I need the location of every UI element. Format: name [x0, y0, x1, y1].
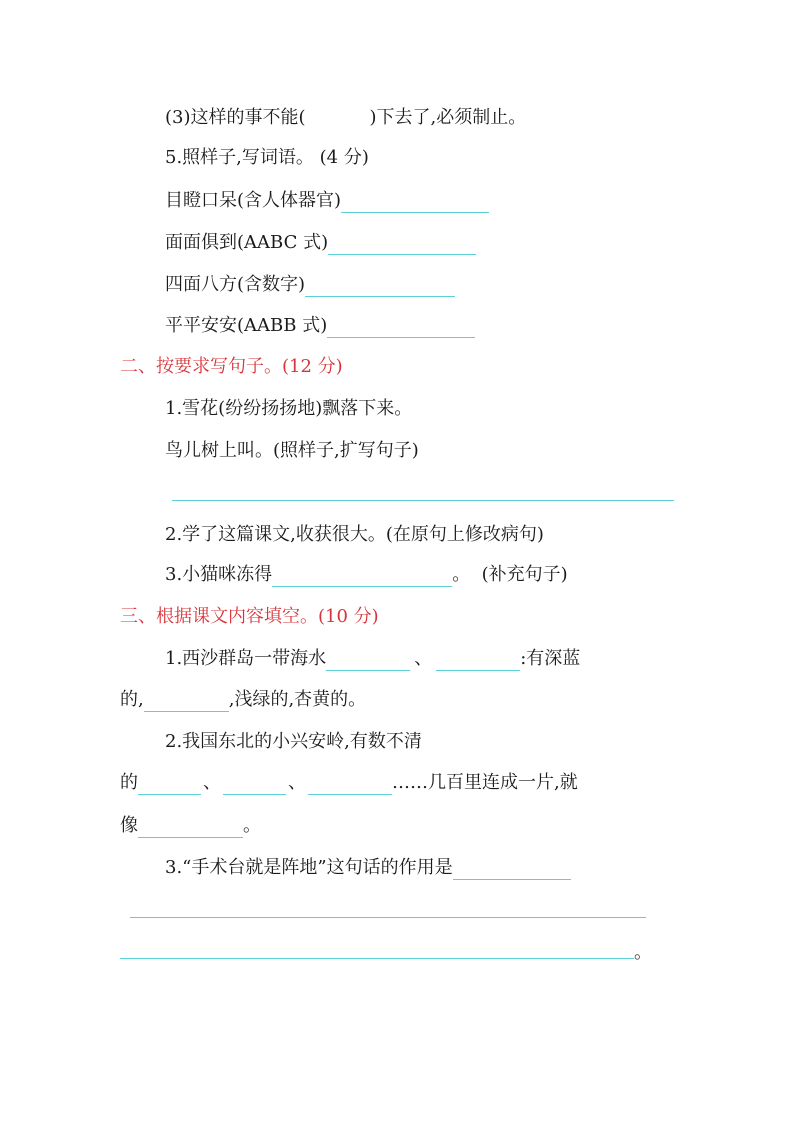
s3-q2-cont2 — [120, 814, 261, 838]
answer-blank[interactable] — [436, 650, 520, 671]
s2-q3 — [165, 563, 568, 587]
question-text: :有深蓝 — [520, 648, 581, 669]
s3-q2-cont — [120, 771, 578, 795]
question-text: ……几百里连成一片,就 — [392, 772, 578, 793]
answer-blank[interactable] — [144, 691, 229, 712]
s3-q3 — [165, 856, 571, 880]
item-label: 四面八方(含数字) — [165, 274, 306, 295]
answer-blank[interactable] — [308, 774, 392, 795]
item-label: 面面俱到(AABC 式) — [165, 232, 329, 253]
question-text: 3.小猫咪冻得 — [165, 564, 273, 585]
answer-blank[interactable] — [326, 650, 410, 671]
answer-line[interactable] — [130, 917, 646, 918]
answer-blank[interactable] — [138, 774, 201, 795]
question-text: ,浅绿的,杏黄的。 — [228, 689, 367, 710]
s3-q1 — [165, 647, 580, 671]
separator: 、 — [414, 648, 433, 669]
answer-blank[interactable] — [305, 276, 455, 297]
q5-item — [165, 231, 476, 255]
s3-q2: 2.我国东北的小兴安岭,有数不清 — [165, 731, 422, 752]
s2-q1-task: 鸟儿树上叫。(照样子,扩写句子) — [165, 440, 419, 461]
item-label: 平平安安(AABB 式) — [165, 315, 328, 336]
question-text: 1.西沙群岛一带海水 — [165, 648, 327, 669]
answer-line[interactable] — [120, 958, 634, 959]
bracket-blank[interactable] — [306, 110, 370, 130]
answer-blank[interactable] — [341, 192, 489, 213]
question-text: 的, — [120, 689, 144, 710]
period: 。 — [634, 942, 652, 963]
q5-item — [165, 273, 455, 297]
s2-q2: 2.学了这篇课文,收获很大。(在原句上修改病句) — [165, 524, 544, 545]
answer-blank[interactable] — [328, 234, 476, 255]
question-text: 。 (补充句子) — [452, 564, 568, 585]
period: 。 — [243, 815, 261, 836]
question-text: 3.“手术台就是阵地”这句话的作用是 — [165, 857, 453, 878]
section-3-heading: 三、根据课文内容填空。(10 分) — [120, 606, 379, 627]
s2-q1-example: 1.雪花(纷纷扬扬地)飘落下来。 — [165, 398, 413, 419]
answer-blank[interactable] — [453, 859, 571, 880]
question-4-3 — [165, 106, 526, 130]
answer-line[interactable] — [172, 500, 674, 501]
question-5-title: 5.照样子,写词语。 (4 分) — [165, 147, 369, 168]
question-text: )下去了,必须制止。 — [369, 107, 527, 128]
q5-item — [165, 314, 475, 338]
s3-q1-cont — [120, 688, 366, 712]
question-text: 的 — [120, 772, 138, 793]
item-label: 目瞪口呆(含人体器官) — [165, 190, 342, 211]
answer-blank[interactable] — [138, 817, 243, 838]
answer-blank[interactable] — [272, 566, 452, 587]
answer-blank[interactable] — [327, 317, 475, 338]
section-2-heading: 二、按要求写句子。(12 分) — [120, 356, 343, 377]
question-text: 像 — [120, 815, 138, 836]
separator: 、 — [288, 772, 306, 793]
q5-item — [165, 189, 489, 213]
question-text: (3)这样的事不能( — [165, 107, 306, 128]
separator: 、 — [203, 772, 221, 793]
answer-blank[interactable] — [223, 774, 286, 795]
